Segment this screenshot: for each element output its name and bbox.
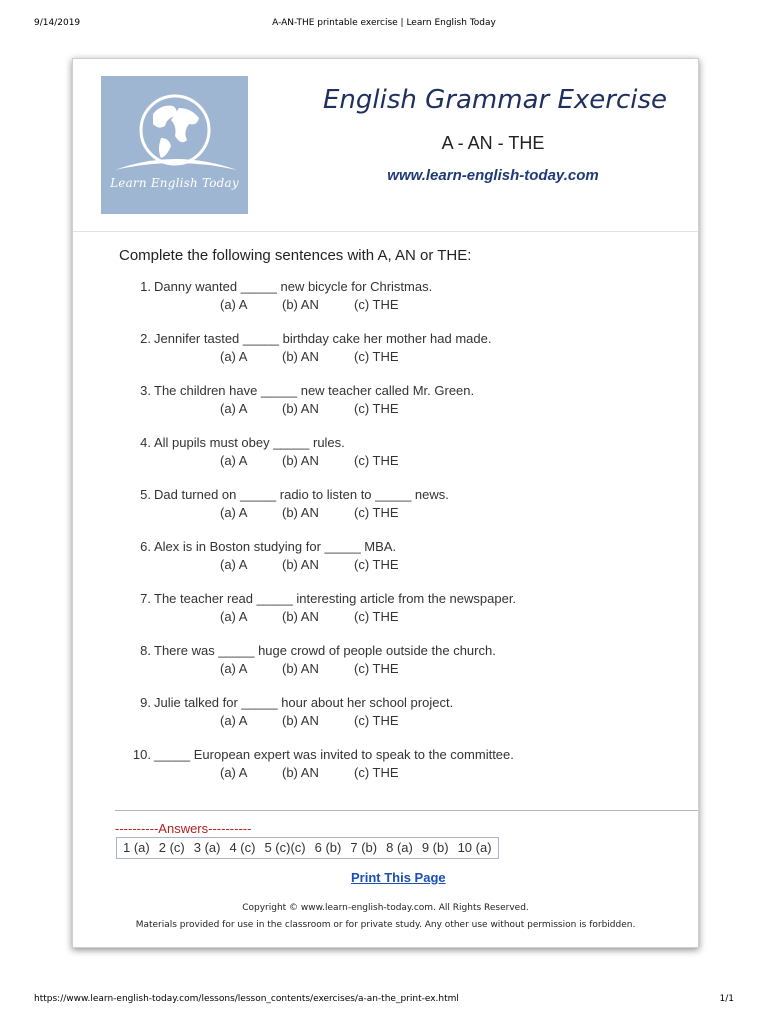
option-a: (a) A bbox=[220, 557, 248, 572]
question-text: The teacher read _____ interesting article from the newspaper. bbox=[154, 591, 517, 606]
question-item bbox=[119, 435, 619, 469]
globe-icon bbox=[101, 76, 248, 214]
option-a: (a) A bbox=[220, 505, 248, 520]
option-a: (a) A bbox=[220, 297, 248, 312]
question-text: Dad turned on _____ radio to listen to _____ news. bbox=[154, 487, 449, 502]
answer-item: 5 (c)(c) bbox=[264, 840, 306, 855]
option-b: (b) AN bbox=[282, 661, 319, 676]
question-number: 10. bbox=[132, 747, 151, 762]
option-b: (b) AN bbox=[282, 609, 319, 624]
learn-english-today-logo bbox=[101, 76, 248, 214]
answer-item: 2 (c) bbox=[158, 840, 185, 855]
print-page-link[interactable]: Print This Page bbox=[351, 870, 446, 885]
print-header bbox=[34, 18, 734, 30]
option-c: (c) THE bbox=[354, 765, 399, 780]
option-c: (c) THE bbox=[354, 609, 399, 624]
copyright-text: Copyright © www.learn-english-today.com. All Rights Reserved. bbox=[242, 903, 529, 913]
question-number: 9. bbox=[140, 695, 151, 710]
answer-item: 8 (a) bbox=[386, 840, 413, 855]
option-c: (c) THE bbox=[354, 557, 399, 572]
question-number: 2. bbox=[140, 331, 151, 346]
print-date: 9/14/2019 bbox=[34, 18, 81, 28]
option-a: (a) A bbox=[220, 609, 248, 624]
answers-label: ----------Answers---------- bbox=[115, 821, 252, 836]
question-item bbox=[119, 279, 619, 313]
option-c: (c) THE bbox=[354, 297, 399, 312]
page-subtitle: A - AN - THE bbox=[441, 133, 545, 153]
site-url-link[interactable]: www.learn-english-today.com bbox=[387, 167, 599, 184]
answer-item: 4 (c) bbox=[229, 840, 256, 855]
question-item bbox=[119, 747, 619, 781]
question-text: The children have _____ new teacher called Mr. Green. bbox=[154, 383, 475, 398]
question-text: Danny wanted _____ new bicycle for Christmas. bbox=[154, 279, 433, 294]
question-text: There was _____ huge crowd of people outside the church. bbox=[154, 643, 496, 658]
option-a: (a) A bbox=[220, 765, 248, 780]
option-b: (b) AN bbox=[282, 453, 319, 468]
print-footer bbox=[34, 994, 734, 1006]
question-item bbox=[119, 539, 619, 573]
question-item bbox=[119, 643, 619, 677]
option-b: (b) AN bbox=[282, 557, 319, 572]
question-text: Alex is in Boston studying for _____ MBA. bbox=[154, 539, 397, 554]
question-number: 8. bbox=[140, 643, 151, 658]
answer-item: 1 (a) bbox=[123, 840, 150, 855]
option-b: (b) AN bbox=[282, 505, 319, 520]
answer-item: 3 (a) bbox=[193, 840, 221, 855]
answers-divider bbox=[115, 810, 698, 811]
answer-item: 10 (a) bbox=[457, 840, 492, 855]
option-c: (c) THE bbox=[354, 713, 399, 728]
question-number: 5. bbox=[140, 487, 151, 502]
option-c: (c) THE bbox=[354, 505, 399, 520]
question-number: 6. bbox=[140, 539, 151, 554]
option-c: (c) THE bbox=[354, 349, 399, 364]
print-title: A-AN-THE printable exercise | Learn English Today bbox=[272, 18, 496, 28]
exercise-sheet bbox=[72, 58, 699, 948]
question-item bbox=[119, 383, 619, 417]
answers-box bbox=[116, 837, 499, 859]
option-a: (a) A bbox=[220, 713, 248, 728]
answer-item: 7 (b) bbox=[350, 840, 378, 855]
header-divider bbox=[73, 231, 698, 232]
option-a: (a) A bbox=[220, 661, 248, 676]
question-text: Jennifer tasted _____ birthday cake her mother had made. bbox=[154, 331, 492, 346]
option-b: (b) AN bbox=[282, 297, 319, 312]
option-a: (a) A bbox=[220, 349, 248, 364]
option-c: (c) THE bbox=[354, 661, 399, 676]
answer-item: 9 (b) bbox=[421, 840, 449, 855]
option-b: (b) AN bbox=[282, 713, 319, 728]
question-text: _____ European expert was invited to speak to the committee. bbox=[154, 747, 514, 762]
print-url: https://www.learn-english-today.com/lessons/lesson_contents/exercises/a-an-the_print-ex.html bbox=[34, 994, 459, 1004]
question-text: Julie talked for _____ hour about her school project. bbox=[154, 695, 454, 710]
option-b: (b) AN bbox=[282, 765, 319, 780]
option-b: (b) AN bbox=[282, 349, 319, 364]
option-a: (a) A bbox=[220, 401, 248, 416]
option-c: (c) THE bbox=[354, 401, 399, 416]
answer-item: 6 (b) bbox=[314, 840, 342, 855]
question-number: 3. bbox=[140, 383, 151, 398]
usage-notice: Materials provided for use in the classroom or for private study. Any other use without permission is forbidden. bbox=[135, 920, 636, 930]
question-number: 7. bbox=[140, 591, 151, 606]
question-text: All pupils must obey _____ rules. bbox=[154, 435, 345, 450]
question-item bbox=[119, 695, 619, 729]
question-item bbox=[119, 487, 619, 521]
question-number: 4. bbox=[140, 435, 151, 450]
option-a: (a) A bbox=[220, 453, 248, 468]
question-item bbox=[119, 331, 619, 365]
page-title: English Grammar Exercise bbox=[323, 85, 668, 115]
question-item bbox=[119, 591, 619, 625]
logo-text: Learn English Today bbox=[110, 176, 239, 190]
option-c: (c) THE bbox=[354, 453, 399, 468]
instructions: Complete the following sentences with A, AN or THE: bbox=[119, 247, 472, 264]
question-number: 1. bbox=[140, 279, 151, 294]
print-page-number: 1/1 bbox=[719, 994, 734, 1004]
option-b: (b) AN bbox=[282, 401, 319, 416]
